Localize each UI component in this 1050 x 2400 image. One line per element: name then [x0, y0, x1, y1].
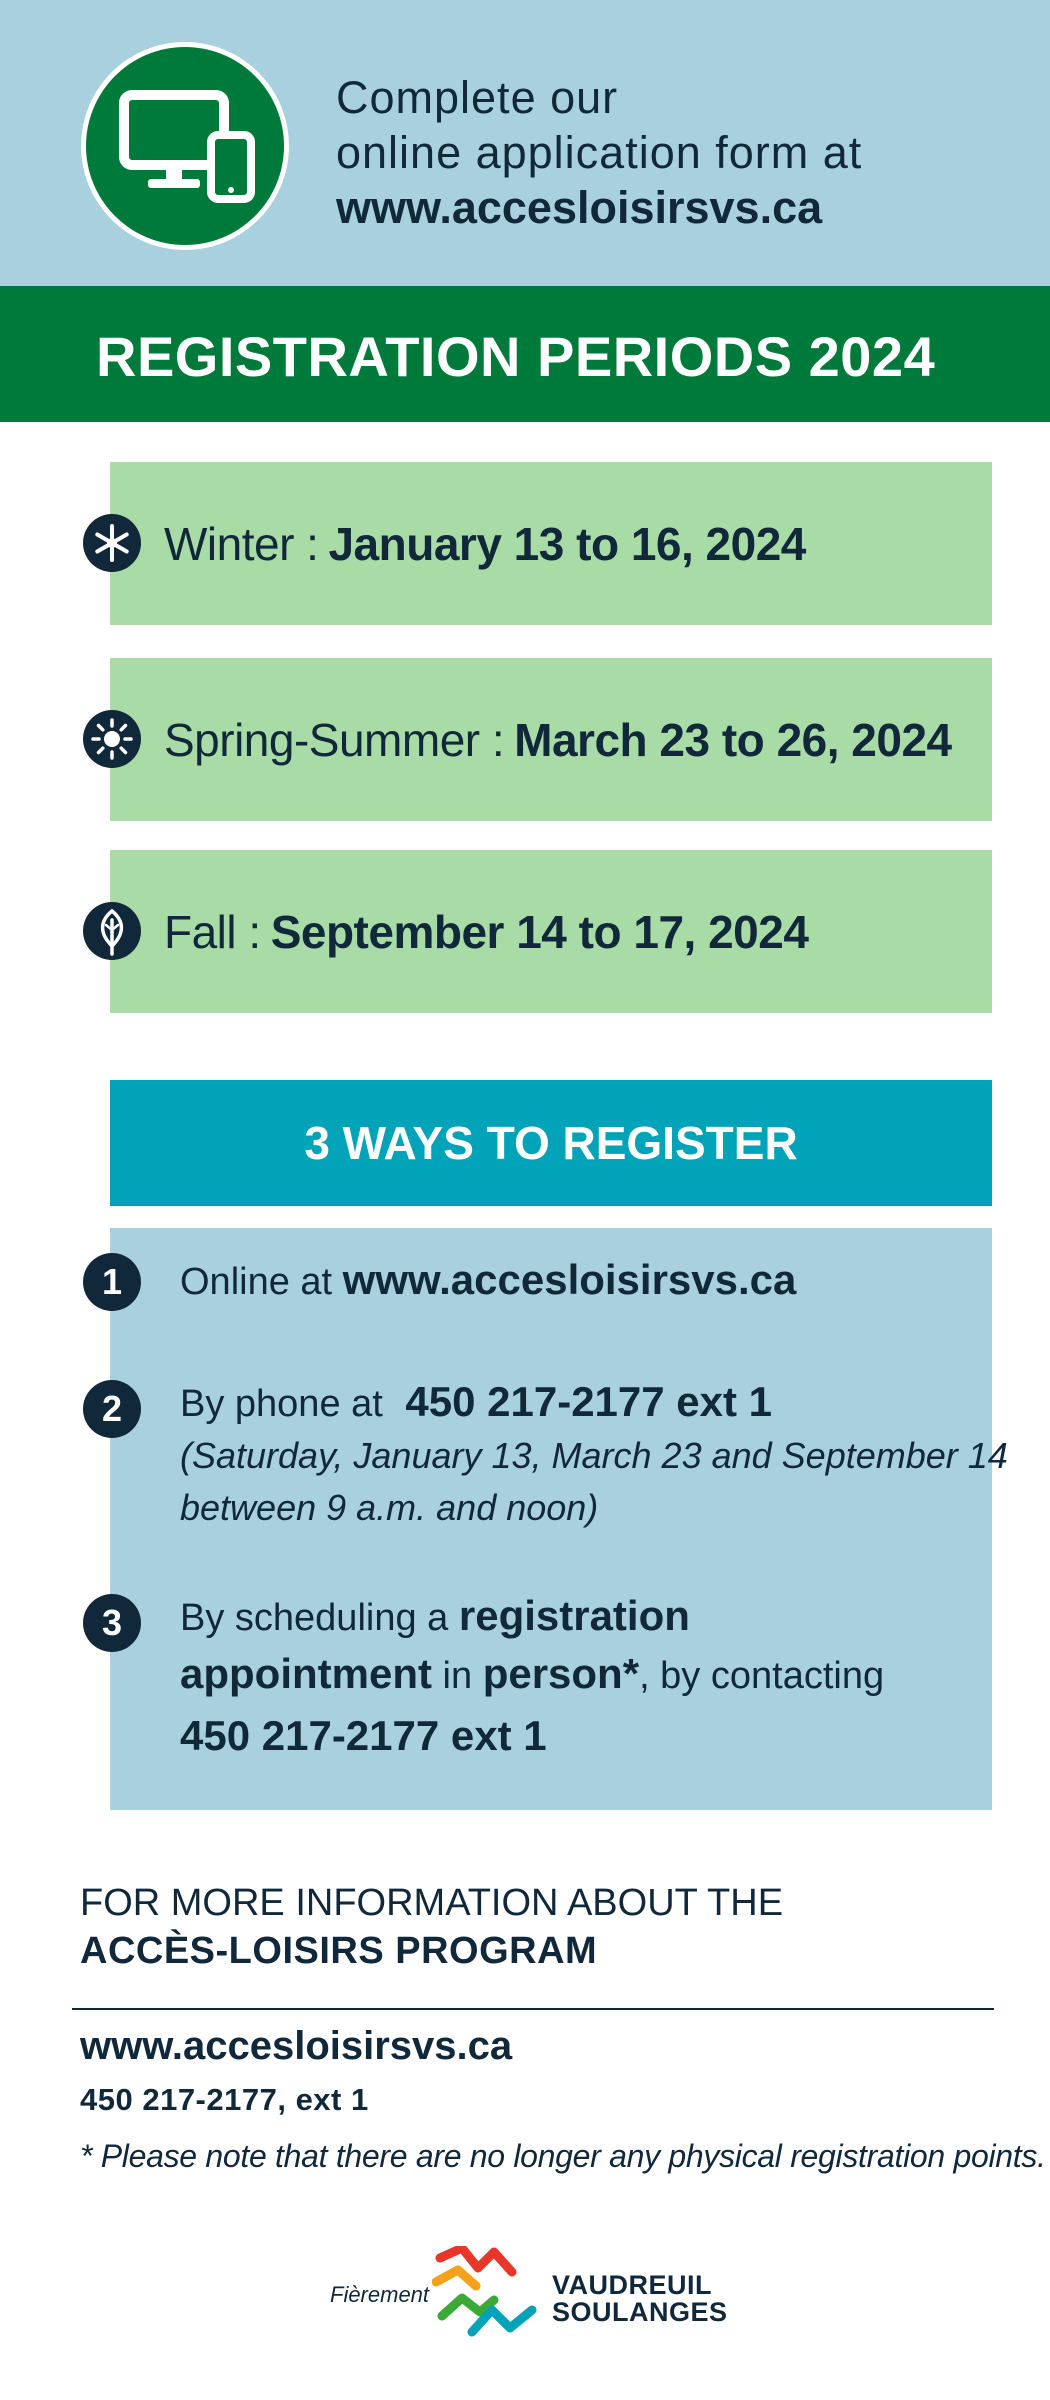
period-spring-summer	[110, 658, 992, 821]
period-winter	[110, 462, 992, 625]
note-line: between 9 a.m. and noon)	[180, 1487, 599, 1528]
way-phone	[180, 1378, 772, 1426]
way-appointment-line3	[180, 1712, 547, 1760]
way-text: , by contacting	[639, 1655, 885, 1697]
logo-word: VAUDREUIL	[552, 2270, 713, 2300]
way-text-bold: appointment	[180, 1650, 432, 1697]
period-fall	[110, 850, 992, 1013]
step-number-1: 1	[83, 1253, 141, 1311]
computer-and-phone-icon	[86, 47, 284, 245]
way-phone-note	[180, 1430, 1008, 1534]
footer-url-link[interactable]: www.accesloisirsvs.ca	[80, 2024, 513, 2068]
way-text: Online at	[180, 1261, 333, 1303]
step-number-3: 3	[83, 1594, 141, 1652]
intro-text	[336, 70, 1016, 235]
registration-title-band	[0, 286, 1050, 422]
period-season: Winter :	[164, 517, 319, 570]
way-text: By scheduling a	[180, 1597, 449, 1639]
intro-line: online application form at	[336, 127, 863, 178]
ways-header	[110, 1080, 992, 1206]
leaf-icon	[83, 902, 141, 960]
period-dates: March 23 to 26, 2024	[514, 713, 952, 766]
footer-phone: 450 217-2177, ext 1	[80, 2082, 369, 2117]
snowflake-icon	[83, 514, 141, 572]
way-phone-number: 450 217-2177 ext 1	[405, 1378, 773, 1425]
way-text: in	[442, 1655, 473, 1697]
intro-line: Complete our	[336, 72, 619, 123]
way-appointment-line2	[180, 1650, 884, 1698]
way-text: By phone at	[180, 1383, 383, 1425]
way-text-bold: registration	[458, 1592, 690, 1639]
more-info-line1: FOR MORE INFORMATION ABOUT THE	[80, 1882, 784, 1924]
way-text-bold: person*	[482, 1650, 640, 1697]
sun-icon	[83, 710, 141, 768]
logo-wordmark	[552, 2272, 728, 2326]
vaudreuil-soulanges-logo-icon	[432, 2246, 542, 2351]
ways-title: 3 WAYS TO REGISTER	[304, 1117, 798, 1169]
way-url-link[interactable]: www.accesloisirsvs.ca	[342, 1256, 797, 1303]
more-info-line2: ACCÈS-LOISIRS PROGRAM	[80, 1930, 598, 1972]
step-number-2: 2	[83, 1380, 141, 1438]
period-dates: September 14 to 17, 2024	[270, 905, 809, 958]
intro-url-link[interactable]: www.accesloisirsvs.ca	[336, 182, 823, 233]
way-online	[180, 1256, 796, 1304]
note-line: (Saturday, January 13, March 23 and September 14	[180, 1435, 1008, 1476]
registration-title: REGISTRATION PERIODS 2024	[96, 325, 936, 388]
period-dates: January 13 to 16, 2024	[328, 517, 806, 570]
way-appointment-line1	[180, 1592, 690, 1640]
logo-word: SOULANGES	[552, 2297, 728, 2327]
period-season: Spring-Summer :	[164, 713, 505, 766]
way-phone-number: 450 217-2177 ext 1	[180, 1712, 547, 1759]
footer-note: * Please note that there are no longer any physical registration points.	[80, 2138, 1046, 2174]
period-season: Fall :	[164, 905, 261, 958]
logo-tagline: Fièrement	[330, 2282, 430, 2307]
divider	[72, 2008, 994, 2010]
